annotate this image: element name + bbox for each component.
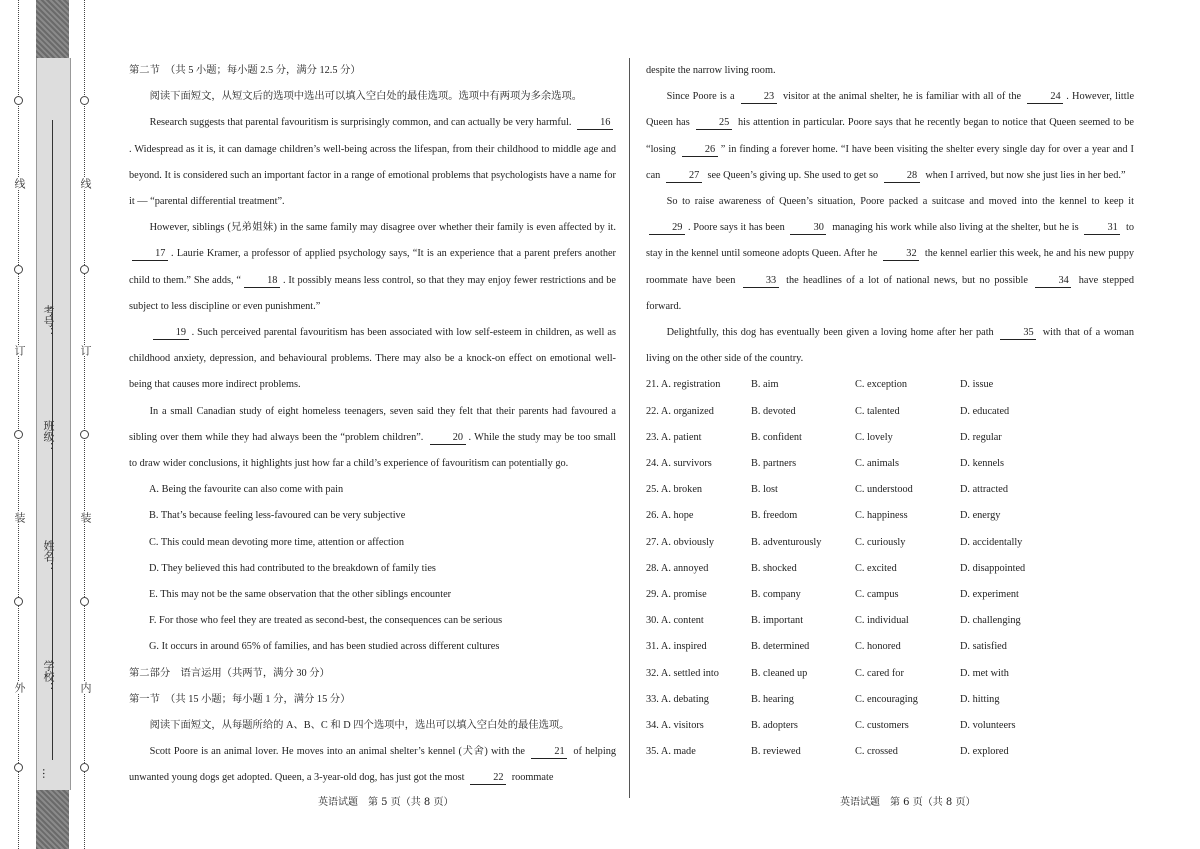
choice-option[interactable]: D. kennels — [960, 458, 1005, 470]
choice-option[interactable]: B. reviewed — [751, 746, 801, 758]
choice-row — [646, 530, 1134, 556]
choice-option[interactable]: B. devoted — [751, 405, 796, 417]
punch-circle — [80, 265, 89, 274]
choice-row — [646, 556, 1134, 582]
name-field[interactable] — [40, 540, 56, 573]
blank-31: 31 — [1084, 222, 1120, 235]
choice-row — [646, 399, 1134, 425]
choice-option[interactable]: C. lovely — [855, 431, 893, 443]
choice-row — [646, 477, 1134, 503]
blank-26: 26 — [682, 144, 718, 157]
choice-option[interactable]: D. disappointed — [960, 562, 1026, 574]
choice-option[interactable]: B. shocked — [751, 562, 797, 574]
punch-circle — [80, 763, 89, 772]
choice-option[interactable]: 28. A. annoyed — [646, 562, 709, 574]
choice-option[interactable]: B. important — [751, 615, 804, 627]
blank-24: 24 — [1027, 91, 1063, 104]
choice-option[interactable]: C. honored — [855, 641, 901, 653]
page-footer-left: 英语试题 第 5 页（共 8 页） — [318, 797, 454, 808]
class-field[interactable] — [40, 420, 56, 453]
choice-row — [646, 451, 1134, 477]
option-a: A. Being the favourite can also come with pain — [149, 484, 344, 496]
choice-row — [646, 425, 1134, 451]
blank-34: 34 — [1035, 275, 1071, 288]
section1-instruction: 阅读下面短文，从每题所给的 A、B、C 和 D 四个选项中，选出可以填入空白处的最佳选项。 — [149, 720, 570, 732]
option-b: B. That’s because feeling less-favoured can be very subjective — [149, 510, 406, 522]
blank-22: 22 — [470, 772, 506, 785]
choice-option[interactable]: C. happiness — [855, 510, 908, 522]
name-label: 姓名： — [42, 540, 55, 573]
option-f: F. For those who feel they are treated as second-best, the consequences can be serious — [149, 615, 503, 627]
outer-mark: 装 — [13, 512, 26, 523]
choice-option[interactable]: B. company — [751, 589, 801, 601]
choice-option[interactable]: B. confident — [751, 431, 802, 443]
blank-23: 23 — [741, 91, 777, 104]
choice-option[interactable]: 21. A. registration — [646, 379, 721, 391]
choice-option[interactable]: D. energy — [960, 510, 1001, 522]
blank-35: 35 — [1000, 327, 1036, 340]
paragraph-8: So to raise awareness of Queen’s situation, Poore packed a suitcase and moved into the kennel to keep it 29 . Poore says it has been 30 managing his work while also living at the shelter, but he is 31 to stay in the kennel until someone adopts Queen. After he 32 the kennel earlier this week, he and his new puppy roommate have been 33 the headlines of a lot of national news, but no possible 34 have stepped forward. — [646, 196, 1135, 312]
blank-17: 17 — [132, 248, 168, 261]
choice-option[interactable]: 26. A. hope — [646, 510, 694, 522]
punch-circle — [14, 430, 23, 439]
exam-number-field[interactable] — [40, 305, 56, 338]
choice-option[interactable]: C. encouraging — [855, 693, 918, 705]
outer-mark: 线 — [13, 178, 26, 189]
choice-option[interactable]: B. hearing — [751, 693, 794, 705]
choice-option[interactable]: C. talented — [855, 405, 900, 417]
outer-cut-line — [18, 0, 19, 849]
choice-option[interactable]: D. educated — [960, 405, 1010, 417]
blank-29: 29 — [649, 222, 685, 235]
choice-option[interactable]: 22. A. organized — [646, 405, 714, 417]
paragraph-4: In a small Canadian study of eight homeless teenagers, seven said they felt that their parents had favoured a sibling over them while they had always been the “problem children”. 20 . While the study may be too small to draw wider conclusions, it highlights just how far a child’s experience of favouritism can potentially go. — [129, 405, 617, 470]
choice-option[interactable]: C. customers — [855, 720, 909, 732]
option-e: E. This may not be the same observation that the other siblings encounter — [149, 589, 452, 601]
paragraph-6-cont: despite the narrow living room. — [646, 65, 776, 76]
blank-28: 28 — [884, 170, 920, 183]
inner-mark: 装 — [79, 512, 92, 523]
school-field[interactable] — [40, 660, 56, 693]
choice-option[interactable]: C. crossed — [855, 746, 898, 758]
choice-row — [646, 608, 1134, 634]
paragraph-7: Since Poore is a 23 visitor at the animal shelter, he is familiar with all of the 24 . However, little Queen has 25 his attention in particular. Poore says that he recently began to notice that Queen seemed to be “losing 26 ” in finding a forever home. “I have been visiting the shelter every single day for over a year and I can 27 see Queen’s giving up. She used to get so 28 when I arrived, but now she just lies in her bed.” — [646, 91, 1135, 181]
punch-circle — [14, 763, 23, 772]
choice-option[interactable]: D. challenging — [960, 615, 1021, 627]
field-underline — [52, 120, 53, 760]
seat-mark — [40, 768, 53, 779]
choice-option[interactable]: C. exception — [855, 379, 908, 391]
column-divider — [629, 58, 630, 798]
seat-mark-text: … — [40, 768, 53, 779]
choice-option[interactable]: 30. A. content — [646, 615, 704, 627]
choice-option[interactable]: D. attracted — [960, 484, 1009, 496]
binding-strip-top — [36, 0, 69, 58]
choice-option[interactable]: 27. A. obviously — [646, 536, 715, 548]
paragraph-9: Delightfully, this dog has eventually been given a loving home after her path 35 with that of a woman living on the other side of the country. — [646, 327, 1134, 365]
choice-option[interactable]: C. campus — [855, 589, 899, 601]
choice-option[interactable]: D. volunteers — [960, 720, 1016, 732]
choice-option[interactable]: D. explored — [960, 746, 1009, 758]
section1-heading: 第一节 （共 15 小题；每小题 1 分，满分 15 分） — [129, 693, 351, 705]
choice-row — [646, 661, 1134, 687]
paragraph-5: Scott Poore is an animal lover. He moves into an animal shelter’s kennel (犬舍) with the 21 of helping unwanted young dogs get adopted. Queen, a 3-year-old dog, has just got the most 22 roommate — [129, 746, 616, 784]
exam-number-label: 考号： — [42, 305, 55, 338]
inner-mark: 订 — [79, 345, 92, 356]
punch-circle — [80, 430, 89, 439]
choice-list — [646, 372, 1134, 765]
choice-row — [646, 372, 1134, 398]
choice-option[interactable]: D. satisfied — [960, 641, 1007, 653]
choice-option[interactable]: D. accidentally — [960, 536, 1023, 548]
choice-option[interactable]: B. lost — [751, 484, 778, 496]
choice-option[interactable]: 25. A. broken — [646, 484, 703, 496]
blank-32: 32 — [883, 248, 919, 261]
punch-circle — [14, 597, 23, 606]
choice-row — [646, 582, 1134, 608]
inner-mark: 内 — [79, 682, 92, 693]
blank-27: 27 — [666, 170, 702, 183]
school-label: 学校： — [42, 660, 55, 693]
punch-circle — [14, 265, 23, 274]
choice-option[interactable]: B. adventurously — [751, 536, 822, 548]
choice-option[interactable]: B. adopters — [751, 720, 798, 732]
choice-option[interactable]: C. excited — [855, 562, 897, 574]
choice-option[interactable]: B. freedom — [751, 510, 798, 522]
blank-18: 18 — [244, 275, 280, 288]
left-column — [129, 58, 616, 792]
blank-21: 21 — [531, 746, 567, 759]
choice-row — [646, 739, 1134, 765]
blank-30: 30 — [790, 222, 826, 235]
punch-circle — [80, 597, 89, 606]
choice-option[interactable]: 29. A. promise — [646, 589, 707, 601]
choice-option[interactable]: 23. A. patient — [646, 431, 702, 443]
choice-option[interactable]: D. met with — [960, 667, 1009, 679]
option-c: C. This could mean devoting more time, attention or affection — [149, 536, 404, 548]
outer-mark: 订 — [13, 345, 26, 356]
choice-row — [646, 687, 1134, 713]
choice-option[interactable]: 24. A. survivors — [646, 458, 712, 470]
paragraph-1: Research suggests that parental favouritism is surprisingly common, and can actually be very harmful. 16. Widespread as it is, it can damage children’s well-being across the lifespan, from their childhood to middle age and beyond. It is considered such an important factor in a range of emotional problems that psychologists have a name for it — “parental differential treatment”. — [129, 117, 616, 208]
outer-mark: 外 — [13, 682, 26, 693]
choice-option[interactable]: D. experiment — [960, 589, 1019, 601]
choice-option[interactable]: C. curiously — [855, 536, 906, 548]
punch-circle — [14, 96, 23, 105]
choice-option[interactable]: D. regular — [960, 431, 1002, 443]
option-g: G. It occurs in around 65% of families, and has been studied across different cultures — [149, 641, 500, 653]
choice-option[interactable]: C. understood — [855, 484, 913, 496]
choice-option[interactable]: 31. A. inspired — [646, 641, 707, 653]
choice-option[interactable]: C. cared for — [855, 667, 904, 679]
choice-option[interactable]: 32. A. settled into — [646, 667, 719, 679]
choice-option[interactable]: B. cleaned up — [751, 667, 808, 679]
paragraph-3: 19 . Such perceived parental favouritism has been associated with low self-esteem in children, as well as childhood anxiety, depression, and behavioural problems. There may also be a knock-on effect on emotional well-being that causes more indirect problems. — [129, 327, 616, 391]
right-column — [646, 58, 1134, 765]
blank-20: 20 — [430, 432, 466, 445]
choice-option[interactable]: B. aim — [751, 379, 779, 391]
binding-margin — [0, 0, 112, 849]
choice-row — [646, 713, 1134, 739]
page-footer-right: 英语试题 第 6 页（共 8 页） — [840, 797, 976, 808]
choice-option[interactable]: 35. A. made — [646, 746, 696, 758]
class-label: 班级： — [42, 420, 55, 453]
blank-16: 16 — [577, 117, 613, 130]
choice-option[interactable]: D. issue — [960, 379, 994, 391]
choice-option[interactable]: B. determined — [751, 641, 810, 653]
paragraph-2: However, siblings (兄弟姐妹) in the same family may disagree over whether their family is even affected by it. 17 . Laurie Kramer, a professor of applied psychology says, “It is an experience that a parent prefers another child to them.” She adds, “ 18 . It possibly means less control, so that they may enjoy fewer restrictions and be subject to less discipline or even punishment.” — [129, 222, 616, 312]
inner-cut-line — [84, 0, 85, 849]
choice-option[interactable]: B. partners — [751, 458, 797, 470]
punch-circle — [80, 96, 89, 105]
choice-option[interactable]: 33. A. debating — [646, 693, 709, 705]
choice-option[interactable]: D. hitting — [960, 693, 1000, 705]
option-d: D. They believed this had contributed to the breakdown of family ties — [149, 562, 436, 574]
choice-row — [646, 503, 1134, 529]
section2-heading: 第二节 （共 5 小题；每小题 2.5 分，满分 12.5 分） — [129, 65, 361, 76]
blank-25: 25 — [696, 117, 732, 130]
blank-33: 33 — [743, 275, 779, 288]
part2-heading: 第二部分 语言运用（共两节，满分 30 分） — [129, 667, 330, 679]
binding-strip-bottom — [36, 790, 69, 849]
choice-option[interactable]: C. animals — [855, 458, 900, 470]
choice-option[interactable]: 34. A. visitors — [646, 720, 704, 732]
choice-row — [646, 634, 1134, 660]
inner-mark: 线 — [79, 178, 92, 189]
choice-option[interactable]: C. individual — [855, 615, 909, 627]
blank-19: 19 — [153, 327, 189, 340]
section2-instruction: 阅读下面短文，从短文后的选项中选出可以填入空白处的最佳选项。选项中有两项为多余选项。 — [149, 91, 583, 103]
